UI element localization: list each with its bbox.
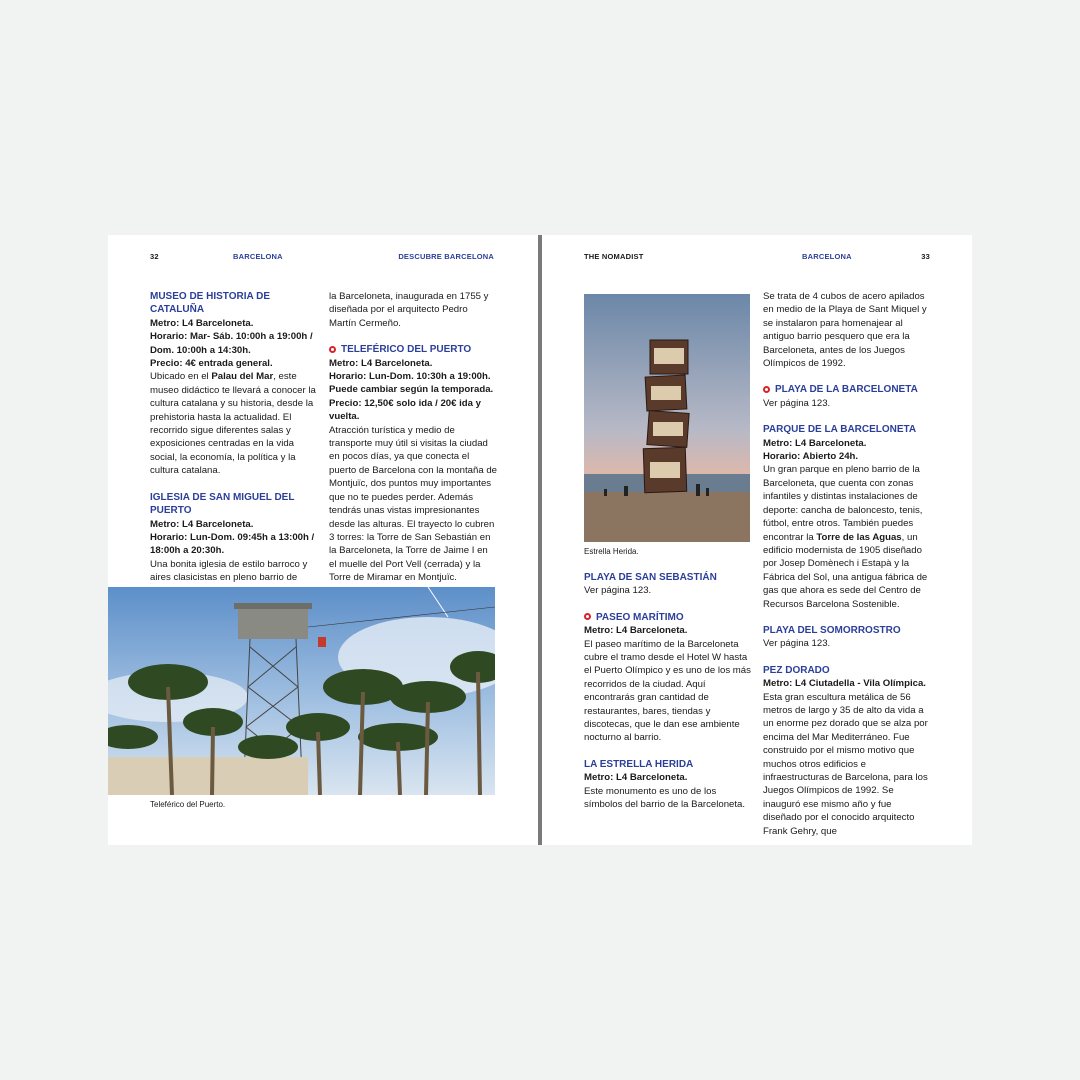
caption-estrella: Estrella Herida. (584, 547, 639, 556)
heading-san-sebastian: PLAYA DE SAN SEBASTIÁN (584, 572, 717, 583)
brand-logo: THE NOMADIST (584, 252, 644, 261)
highlight-circle-icon (763, 386, 770, 393)
highlight-circle-icon (329, 346, 336, 353)
paseo-metro: Metro: L4 Barceloneta. (584, 625, 688, 637)
heading-estrella: LA ESTRELLA HERIDA (584, 758, 694, 770)
estrella-desc: Este monumento es uno de los símbolos del barrio de la Barceloneta. (584, 785, 746, 811)
page-number-right: 33 (921, 252, 930, 261)
right-column-1 (584, 571, 752, 812)
somorrostro-ref: Ver página 123. (763, 638, 831, 650)
parque-metro: Metro: L4 Barceloneta. (763, 437, 867, 449)
estrella-metro: Metro: L4 Barceloneta. (584, 772, 688, 784)
heading-paseo: PASEO MARÍTIMO (584, 611, 752, 624)
pez-desc: Esta gran escultura metálica de 56 metros de largo y 35 de alto da vida a un enorme pez dorado que se alza por encima del Mar Mediterráneo. Fue construido por el mismo motivo que muchos otros edificios e infraestructuras de Barcelona, para los Juegos Olímpicos de 1992. Se inauguró ese mismo año y fue diseñado por el conocido arquitecto Frank Gehry, que (763, 691, 928, 837)
caption-teleferico: Teleférico del Puerto. (150, 800, 226, 809)
museo-precio: Precio: 4€ entrada general. (150, 358, 273, 370)
teleferico-desc: Atracción turística y medio de transporte muy útil si visitas la ciudad en pocos días, ya que conecta el puerto de Barcelona con la montaña de Montjuïc, dos puntos muy importantes que no te puedes perder. Además tendrás unas vistas impresionantes desde las alturas. El trayecto lo cubren 3 torres: la Torre de San Sebastián en la Barceloneta, la Torre de Jaime I en el muelle del Port Vell (cerrada) y la Torre de Miramar en Montjuïc. (329, 424, 498, 584)
iglesia-desc: Una bonita iglesia de estilo barroco y aires clasicistas en pleno barrio de (150, 558, 308, 584)
estrella-desc-cont: Se trata de 4 cubos de acero apilados en medio de la Playa de Sant Miquel y se instalaron para homenajear al antiguo barrio pesquero que era la Barceloneta, antes de los Juegos Olímpicos de 1992. (763, 291, 927, 370)
iglesia-horario-1: Horario: Lun-Dom. 09:45h a 13:00h / (150, 531, 315, 543)
left-column-2 (329, 290, 497, 585)
heading-parque: PARQUE DE LA BARCELONETA (763, 424, 917, 436)
pez-metro: Metro: L4 Ciutadella - Vila Olímpica. (763, 678, 926, 690)
teleferico-precio: Precio: 12,50€ solo ida / 20€ ida y vuelta. (329, 397, 481, 423)
iglesia-horario-2: 18:00h a 20:30h. (150, 545, 225, 557)
museo-horario-2: Dom. 10:00h a 14:30h. (150, 344, 251, 356)
teleferico-nota: Puede cambiar según la temporada. (329, 384, 494, 396)
running-header-section-right: BARCELONA (802, 252, 852, 261)
highlight-circle-icon (584, 613, 591, 620)
left-page (108, 235, 538, 845)
museo-desc: Ubicado en el Palau del Mar, este museo didáctico te llevará a conocer la cultura catalana y su historia, desde la prehistoria hasta la actualidad. El recorrido sigue diferentes salas y exposiciones centradas en la vida social, la economía, la política y la cultura catalana. (150, 371, 316, 477)
iglesia-metro: Metro: L4 Barceloneta. (150, 518, 254, 530)
running-header-chapter: DESCUBRE BARCELONA (398, 252, 494, 261)
parque-desc: Un gran parque en pleno barrio de la Barceloneta, que cuenta con zonas infantiles y distintas instalaciones de deporte: cancha de baloncesto, tenis, fútbol, entre otros. También puedes encontrar la Torre de las Aguas, un edificio modernista de 1905 diseñado por Josep Domènech i Estapà y la Fábrica del Sol, una antigua fábrica de gas que ahora es sede del Centro de Recursos Barcelona Sostenible. (763, 464, 928, 610)
heading-somorrostro: PLAYA DEL SOMORROSTRO (763, 624, 901, 636)
teleferico-metro: Metro: L4 Barceloneta. (329, 357, 433, 369)
teleferico-horario: Horario: Lun-Dom. 10:30h a 19:00h. (329, 371, 491, 383)
barceloneta-ref: Ver página 123. (763, 397, 831, 409)
heading-barceloneta: PLAYA DE LA BARCELONETA (763, 383, 931, 396)
museo-metro: Metro: L4 Barceloneta. (150, 317, 254, 329)
heading-pez-dorado: PEZ DORADO (763, 664, 830, 676)
estrella-herida-photo (584, 294, 750, 542)
heading-museo: MUSEO DE HISTORIA DE CATALUÑA (150, 291, 271, 316)
teleferico-photo (108, 587, 495, 795)
paseo-desc: El paseo marítimo de la Barceloneta cubre el tramo desde el Hotel W hasta el Puerto Olímpico y es uno de los más recorridos de la ciudad. Aquí encontrarás gran cantidad de restaurantes, bares, tiendas y discotecas, que le dan ese ambiente nocturno al barrio. (584, 638, 751, 744)
iglesia-desc-cont: la Barceloneta, inaugurada en 1755 y diseñada por el arquitecto Pedro Martín Cermeño. (329, 291, 489, 329)
page-number-left: 32 (150, 252, 159, 261)
right-page (542, 235, 972, 845)
running-header-section: BARCELONA (233, 252, 283, 261)
heading-teleferico: TELEFÉRICO DEL PUERTO (329, 343, 497, 356)
san-sebastian-ref: Ver página 123. (584, 585, 652, 597)
left-column-1 (150, 290, 318, 585)
heading-iglesia: IGLESIA DE SAN MIGUEL DEL PUERTO (150, 491, 295, 517)
museo-horario-1: Horario: Mar- Sáb. 10:00h a 19:00h / (150, 331, 313, 343)
parque-horario: Horario: Abierto 24h. (763, 451, 859, 463)
right-column-2 (763, 290, 931, 838)
